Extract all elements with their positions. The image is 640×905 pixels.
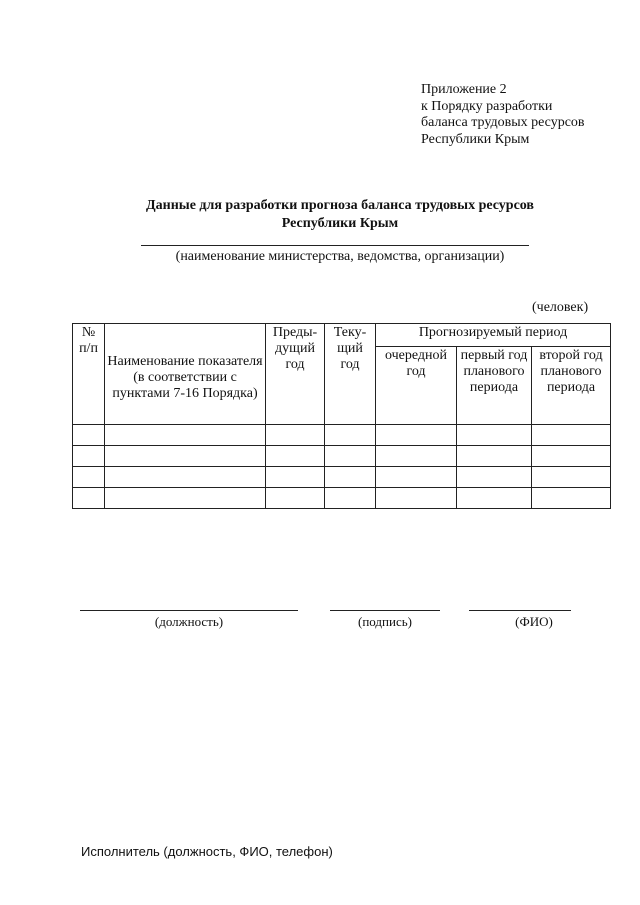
- table-row: [73, 446, 611, 467]
- table-cell: [73, 446, 105, 467]
- full-name-signature-line: [469, 610, 571, 611]
- table-header-row-1: [73, 324, 611, 347]
- table-cell: [325, 488, 376, 509]
- table-cell: [376, 446, 457, 467]
- appendix-line-3: баланса трудовых ресурсов: [421, 115, 585, 130]
- appendix-line-2: к Порядку разработки: [421, 98, 553, 114]
- org-name-caption: (наименование министерства, ведомства, организации): [175, 249, 505, 264]
- full-name-caption: (ФИО): [515, 614, 553, 629]
- header-first-plan-year: первый год планового периода: [457, 347, 532, 425]
- table-cell: [266, 425, 325, 446]
- table-cell: [325, 467, 376, 488]
- table-cell: [457, 425, 532, 446]
- table-cell: [73, 467, 105, 488]
- executor-label: Исполнитель (должность, ФИО, телефон): [81, 844, 333, 859]
- table-cell: [73, 425, 105, 446]
- table-cell: [105, 446, 266, 467]
- table-cell: [457, 446, 532, 467]
- table-row: [73, 467, 611, 488]
- header-num: № п/п: [73, 324, 105, 425]
- appendix-line-1: Приложение 2: [421, 82, 507, 97]
- signature-caption: (подпись): [358, 614, 412, 629]
- header-forecast-period: Прогнозируемый период: [376, 324, 611, 347]
- header-second-plan-year: второй год планового периода: [532, 347, 611, 425]
- header-name: Наименование показателя (в соответствии с пунктами 7-16 Порядка): [105, 324, 266, 425]
- table-row: [73, 488, 611, 509]
- table-cell: [266, 467, 325, 488]
- table-cell: [105, 425, 266, 446]
- title-line-1: Данные для разработки прогноза баланса трудовых ресурсов: [146, 198, 534, 213]
- table-cell: [532, 467, 611, 488]
- table-cell: [105, 488, 266, 509]
- position-signature-line: [80, 610, 298, 611]
- table-cell: [266, 446, 325, 467]
- forecast-table: [72, 323, 611, 509]
- appendix-line-4: Республики Крым: [421, 131, 530, 147]
- table-cell: [532, 425, 611, 446]
- units-label: (человек): [532, 300, 589, 315]
- document-title: [80, 197, 600, 233]
- header-next-year: очередной год: [376, 347, 457, 425]
- table-cell: [376, 488, 457, 509]
- position-caption: (должность): [154, 614, 224, 629]
- table-cell: [376, 467, 457, 488]
- table-cell: [325, 446, 376, 467]
- header-prev-year: Преды-дущий год: [266, 324, 325, 425]
- table-cell: [457, 488, 532, 509]
- org-name-line: [141, 245, 529, 246]
- title-line-2: Республики Крым: [281, 216, 399, 231]
- table-cell: [325, 425, 376, 446]
- signature-line: [330, 610, 440, 611]
- table-cell: [73, 488, 105, 509]
- table-cell: [266, 488, 325, 509]
- header-current-year: Теку-щий год: [325, 324, 376, 425]
- table-cell: [532, 446, 611, 467]
- table-row: [73, 425, 611, 446]
- table-cell: [457, 467, 532, 488]
- appendix-block: [421, 82, 585, 148]
- table-cell: [376, 425, 457, 446]
- table-cell: [105, 467, 266, 488]
- table-cell: [532, 488, 611, 509]
